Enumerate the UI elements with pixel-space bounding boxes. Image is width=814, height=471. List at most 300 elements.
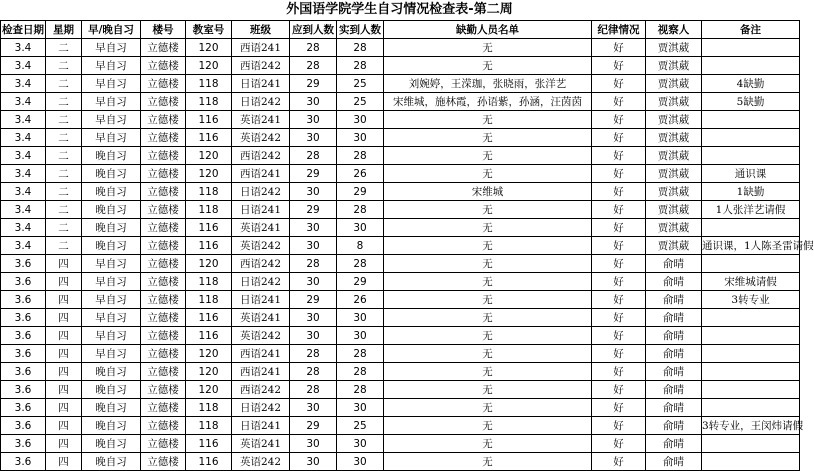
cell-class: 西语242 [232,381,290,399]
cell-date: 3.4 [1,165,46,183]
cell-actual: 28 [337,201,384,219]
cell-building: 立德楼 [141,291,186,309]
table-row [1,201,800,219]
cell-actual: 28 [337,147,384,165]
cell-discipline: 好 [592,399,646,417]
cell-date: 3.6 [1,381,46,399]
cell-room: 118 [186,183,232,201]
col-header-remarks: 备注 [702,21,800,39]
cell-actual: 30 [337,435,384,453]
cell-class: 日语242 [232,273,290,291]
cell-class: 西语241 [232,165,290,183]
cell-expected: 28 [290,147,337,165]
cell-actual: 30 [337,399,384,417]
table-row [1,129,800,147]
cell-weekday: 二 [46,219,82,237]
cell-actual: 25 [337,417,384,435]
cell-absentees: 无 [384,111,592,129]
cell-discipline: 好 [592,327,646,345]
cell-session: 早自习 [82,93,141,111]
cell-class: 西语241 [232,363,290,381]
cell-class: 西语242 [232,255,290,273]
cell-expected: 30 [290,183,337,201]
cell-weekday: 二 [46,111,82,129]
cell-inspector: 贾淇葳 [646,183,702,201]
cell-remarks: 通识课，1人陈圣雷请假 [702,237,800,255]
cell-room: 116 [186,237,232,255]
cell-absentees: 无 [384,363,592,381]
col-header-absentees: 缺勤人员名单 [384,21,592,39]
cell-class: 英语242 [232,327,290,345]
cell-expected: 30 [290,273,337,291]
cell-building: 立德楼 [141,417,186,435]
cell-remarks [702,309,800,327]
col-header-session: 早/晚自习 [82,21,141,39]
cell-actual: 30 [337,111,384,129]
cell-discipline: 好 [592,183,646,201]
cell-absentees: 无 [384,237,592,255]
table-row [1,255,800,273]
cell-inspector: 俞晴 [646,453,702,471]
cell-class: 日语241 [232,201,290,219]
cell-expected: 30 [290,327,337,345]
cell-building: 立德楼 [141,39,186,57]
cell-absentees: 无 [384,399,592,417]
cell-absentees: 无 [384,327,592,345]
cell-remarks [702,129,800,147]
cell-building: 立德楼 [141,273,186,291]
cell-weekday: 二 [46,183,82,201]
cell-date: 3.6 [1,399,46,417]
cell-expected: 30 [290,309,337,327]
cell-remarks [702,111,800,129]
cell-inspector: 贾淇葳 [646,129,702,147]
cell-room: 116 [186,453,232,471]
cell-weekday: 四 [46,381,82,399]
table-row [1,417,800,435]
cell-discipline: 好 [592,111,646,129]
cell-class: 英语242 [232,237,290,255]
cell-remarks [702,381,800,399]
cell-weekday: 四 [46,453,82,471]
cell-building: 立德楼 [141,201,186,219]
cell-actual: 28 [337,381,384,399]
cell-weekday: 二 [46,129,82,147]
cell-session: 早自习 [82,75,141,93]
table-row [1,327,800,345]
cell-date: 3.6 [1,345,46,363]
cell-weekday: 四 [46,435,82,453]
cell-weekday: 四 [46,291,82,309]
cell-date: 3.4 [1,183,46,201]
cell-absentees: 无 [384,39,592,57]
table-row [1,309,800,327]
table-row [1,345,800,363]
cell-room: 120 [186,165,232,183]
cell-absentees: 无 [384,255,592,273]
cell-remarks: 1人张洋艺请假 [702,201,800,219]
cell-expected: 28 [290,363,337,381]
cell-building: 立德楼 [141,129,186,147]
cell-building: 立德楼 [141,183,186,201]
cell-inspector: 贾淇葳 [646,237,702,255]
cell-class: 西语242 [232,57,290,75]
cell-remarks [702,345,800,363]
cell-inspector: 贾淇葳 [646,39,702,57]
cell-session: 早自习 [82,129,141,147]
cell-weekday: 四 [46,363,82,381]
cell-remarks [702,363,800,381]
cell-inspector: 贾淇葳 [646,111,702,129]
cell-discipline: 好 [592,75,646,93]
cell-inspector: 贾淇葳 [646,147,702,165]
cell-room: 118 [186,273,232,291]
cell-absentees: 无 [384,435,592,453]
cell-expected: 28 [290,381,337,399]
cell-remarks [702,255,800,273]
cell-expected: 29 [290,165,337,183]
cell-inspector: 俞晴 [646,273,702,291]
cell-discipline: 好 [592,237,646,255]
cell-expected: 30 [290,129,337,147]
cell-actual: 8 [337,237,384,255]
inspection-table [0,20,814,471]
cell-inspector: 俞晴 [646,345,702,363]
cell-weekday: 二 [46,201,82,219]
cell-class: 日语241 [232,417,290,435]
cell-absentees: 无 [384,273,592,291]
cell-room: 120 [186,363,232,381]
cell-actual: 30 [337,129,384,147]
cell-date: 3.4 [1,201,46,219]
cell-weekday: 二 [46,165,82,183]
col-header-room: 教室号 [186,21,232,39]
cell-discipline: 好 [592,165,646,183]
cell-discipline: 好 [592,201,646,219]
cell-expected: 30 [290,219,337,237]
sheet-title: 外国语学院学生自习情况检查表-第二周 [286,2,513,17]
cell-class: 西语242 [232,147,290,165]
cell-inspector: 俞晴 [646,417,702,435]
cell-expected: 30 [290,399,337,417]
cell-remarks [702,147,800,165]
cell-discipline: 好 [592,453,646,471]
cell-date: 3.6 [1,435,46,453]
cell-actual: 30 [337,219,384,237]
cell-class: 日语242 [232,93,290,111]
cell-date: 3.6 [1,417,46,435]
table-row [1,399,800,417]
cell-expected: 28 [290,39,337,57]
cell-date: 3.4 [1,57,46,75]
cell-absentees: 无 [384,291,592,309]
cell-weekday: 四 [46,399,82,417]
cell-inspector: 俞晴 [646,399,702,417]
table-row [1,165,800,183]
cell-discipline: 好 [592,93,646,111]
table-row [1,273,800,291]
cell-class: 日语241 [232,291,290,309]
cell-weekday: 四 [46,309,82,327]
cell-discipline: 好 [592,147,646,165]
cell-building: 立德楼 [141,345,186,363]
cell-expected: 30 [290,111,337,129]
col-header-weekday: 星期 [46,21,82,39]
cell-inspector: 贾淇葳 [646,165,702,183]
cell-class: 英语241 [232,219,290,237]
table-row [1,219,800,237]
table-row [1,435,800,453]
cell-absentees: 宋维城 [384,183,592,201]
cell-discipline: 好 [592,219,646,237]
cell-inspector: 贾淇葳 [646,75,702,93]
cell-weekday: 四 [46,417,82,435]
cell-actual: 26 [337,165,384,183]
cell-discipline: 好 [592,363,646,381]
cell-remarks: 3转专业 [702,291,800,309]
cell-session: 早自习 [82,273,141,291]
cell-inspector: 贾淇葳 [646,93,702,111]
cell-expected: 30 [290,453,337,471]
table-row [1,381,800,399]
cell-weekday: 四 [46,255,82,273]
cell-class: 英语242 [232,129,290,147]
cell-session: 晚自习 [82,417,141,435]
cell-date: 3.6 [1,309,46,327]
cell-weekday: 二 [46,39,82,57]
cell-building: 立德楼 [141,399,186,417]
cell-room: 116 [186,435,232,453]
cell-room: 116 [186,129,232,147]
table-row [1,39,800,57]
cell-building: 立德楼 [141,381,186,399]
cell-discipline: 好 [592,417,646,435]
cell-date: 3.4 [1,129,46,147]
cell-building: 立德楼 [141,147,186,165]
cell-absentees: 无 [384,417,592,435]
table-row [1,111,800,129]
cell-actual: 28 [337,363,384,381]
cell-room: 120 [186,147,232,165]
cell-building: 立德楼 [141,363,186,381]
cell-discipline: 好 [592,345,646,363]
cell-date: 3.6 [1,273,46,291]
cell-building: 立德楼 [141,453,186,471]
header-row [1,21,800,39]
cell-expected: 29 [290,291,337,309]
cell-session: 早自习 [82,39,141,57]
cell-session: 晚自习 [82,363,141,381]
cell-class: 西语241 [232,39,290,57]
cell-discipline: 好 [592,255,646,273]
cell-absentees: 无 [384,219,592,237]
cell-inspector: 俞晴 [646,291,702,309]
cell-room: 118 [186,291,232,309]
cell-weekday: 二 [46,57,82,75]
cell-inspector: 贾淇葳 [646,219,702,237]
cell-remarks: 5缺勤 [702,93,800,111]
cell-inspector: 俞晴 [646,435,702,453]
cell-building: 立德楼 [141,219,186,237]
cell-inspector: 俞晴 [646,255,702,273]
cell-room: 118 [186,417,232,435]
cell-absentees: 无 [384,381,592,399]
cell-remarks [702,327,800,345]
cell-building: 立德楼 [141,57,186,75]
cell-expected: 29 [290,75,337,93]
cell-actual: 26 [337,291,384,309]
cell-absentees: 无 [384,453,592,471]
cell-building: 立德楼 [141,435,186,453]
cell-inspector: 俞晴 [646,309,702,327]
cell-date: 3.4 [1,237,46,255]
cell-session: 早自习 [82,345,141,363]
cell-session: 晚自习 [82,237,141,255]
cell-class: 日语242 [232,183,290,201]
cell-actual: 25 [337,75,384,93]
cell-class: 西语241 [232,345,290,363]
cell-date: 3.4 [1,39,46,57]
cell-absentees: 无 [384,201,592,219]
cell-discipline: 好 [592,39,646,57]
cell-inspector: 俞晴 [646,363,702,381]
cell-session: 早自习 [82,57,141,75]
cell-actual: 29 [337,273,384,291]
cell-class: 日语242 [232,399,290,417]
cell-building: 立德楼 [141,165,186,183]
cell-weekday: 二 [46,237,82,255]
cell-room: 120 [186,57,232,75]
cell-remarks [702,57,800,75]
cell-room: 120 [186,345,232,363]
cell-weekday: 四 [46,345,82,363]
cell-discipline: 好 [592,291,646,309]
cell-session: 晚自习 [82,219,141,237]
cell-actual: 30 [337,453,384,471]
cell-session: 晚自习 [82,165,141,183]
cell-discipline: 好 [592,309,646,327]
cell-absentees: 无 [384,309,592,327]
cell-date: 3.6 [1,327,46,345]
cell-room: 116 [186,219,232,237]
cell-room: 116 [186,111,232,129]
col-header-building: 楼号 [141,21,186,39]
cell-remarks [702,435,800,453]
table-row [1,57,800,75]
cell-class: 英语241 [232,309,290,327]
cell-expected: 28 [290,57,337,75]
table-row [1,237,800,255]
cell-weekday: 二 [46,147,82,165]
cell-session: 早自习 [82,327,141,345]
cell-actual: 29 [337,183,384,201]
cell-discipline: 好 [592,273,646,291]
table-row [1,93,800,111]
cell-absentees: 无 [384,165,592,183]
cell-remarks: 通识课 [702,165,800,183]
cell-room: 120 [186,39,232,57]
cell-session: 晚自习 [82,147,141,165]
cell-discipline: 好 [592,381,646,399]
cell-discipline: 好 [592,435,646,453]
cell-session: 晚自习 [82,201,141,219]
cell-class: 英语242 [232,453,290,471]
cell-date: 3.4 [1,93,46,111]
table-body [1,39,814,471]
col-header-date: 检查日期 [1,21,46,39]
cell-session: 早自习 [82,309,141,327]
col-header-discipline: 纪律情况 [592,21,646,39]
cell-building: 立德楼 [141,309,186,327]
cell-building: 立德楼 [141,93,186,111]
cell-date: 3.6 [1,255,46,273]
cell-session: 晚自习 [82,183,141,201]
cell-actual: 28 [337,57,384,75]
table-row [1,363,800,381]
cell-discipline: 好 [592,57,646,75]
cell-date: 3.6 [1,363,46,381]
cell-weekday: 二 [46,93,82,111]
cell-session: 早自习 [82,255,141,273]
cell-actual: 28 [337,39,384,57]
cell-class: 英语241 [232,111,290,129]
cell-absentees: 无 [384,129,592,147]
cell-date: 3.4 [1,219,46,237]
cell-room: 120 [186,255,232,273]
cell-remarks: 宋维城请假 [702,273,800,291]
cell-date: 3.4 [1,111,46,129]
cell-inspector: 俞晴 [646,327,702,345]
cell-actual: 30 [337,309,384,327]
cell-building: 立德楼 [141,237,186,255]
cell-room: 116 [186,327,232,345]
cell-date: 3.4 [1,147,46,165]
cell-room: 118 [186,93,232,111]
table-row [1,453,800,471]
cell-discipline: 好 [592,129,646,147]
table-row [1,291,800,309]
cell-room: 118 [186,75,232,93]
cell-remarks [702,39,800,57]
cell-remarks [702,453,800,471]
cell-expected: 29 [290,417,337,435]
cell-actual: 28 [337,255,384,273]
cell-remarks [702,399,800,417]
cell-class: 日语241 [232,75,290,93]
cell-expected: 30 [290,237,337,255]
cell-session: 晚自习 [82,435,141,453]
cell-session: 晚自习 [82,381,141,399]
cell-inspector: 贾淇葳 [646,201,702,219]
cell-expected: 28 [290,345,337,363]
cell-room: 116 [186,309,232,327]
cell-remarks: 1缺勤 [702,183,800,201]
cell-weekday: 四 [46,327,82,345]
cell-expected: 30 [290,435,337,453]
cell-actual: 28 [337,345,384,363]
cell-absentees: 无 [384,57,592,75]
cell-building: 立德楼 [141,327,186,345]
cell-building: 立德楼 [141,255,186,273]
cell-room: 118 [186,201,232,219]
cell-actual: 30 [337,327,384,345]
cell-absentees: 无 [384,147,592,165]
cell-remarks [702,219,800,237]
cell-weekday: 四 [46,273,82,291]
cell-expected: 29 [290,201,337,219]
table-row [1,147,800,165]
cell-date: 3.4 [1,75,46,93]
